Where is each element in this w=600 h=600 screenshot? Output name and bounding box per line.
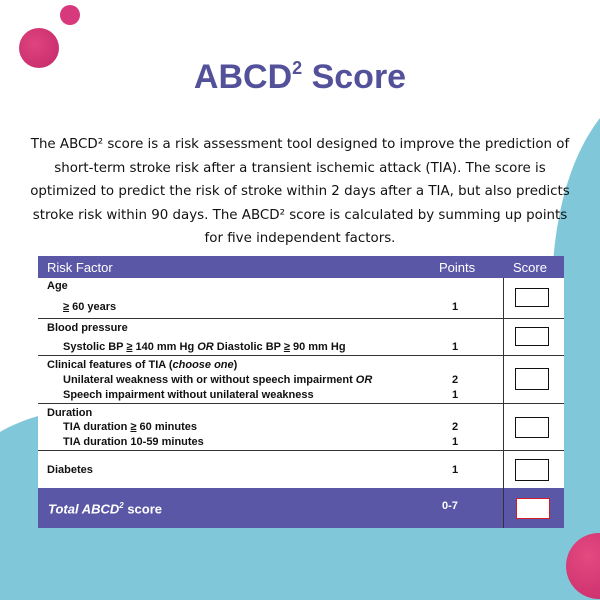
bp-label: Blood pressure bbox=[47, 322, 128, 334]
clinical-item-2: Speech impairment without unilateral weakness bbox=[63, 389, 314, 401]
bp-points: 1 bbox=[451, 341, 459, 353]
header-score: Score bbox=[513, 260, 547, 275]
row-blood-pressure bbox=[38, 318, 564, 355]
bp-score-cell bbox=[503, 319, 564, 355]
page-title: ABCD$^2$ Score bbox=[193, 58, 407, 96]
age-item: ≥ 60 years bbox=[63, 301, 117, 313]
row-diabetes bbox=[38, 450, 564, 488]
abcd2-score-table bbox=[38, 256, 564, 528]
header-risk-factor: Risk Factor bbox=[47, 260, 113, 275]
clinical-item-1: Unilateral weakness with or without speech impairment OR bbox=[63, 374, 373, 386]
diabetes-label: Diabetes bbox=[47, 464, 93, 476]
duration-label: Duration bbox=[47, 407, 93, 419]
age-score-box[interactable] bbox=[515, 288, 549, 307]
total-label: Total ABCD$^2$ score bbox=[48, 501, 163, 517]
clinical-points-2: 1 bbox=[451, 389, 459, 401]
age-label: Age bbox=[47, 280, 68, 292]
duration-item-1: TIA duration ≥ 60 minutes bbox=[63, 421, 197, 433]
clinical-label: Clinical features of TIA (choose one) bbox=[47, 359, 238, 371]
clinical-score-cell bbox=[503, 356, 564, 403]
duration-points-2: 1 bbox=[451, 436, 459, 448]
table-header bbox=[38, 256, 564, 278]
diabetes-score-box[interactable] bbox=[515, 459, 549, 481]
total-score-box[interactable] bbox=[516, 498, 550, 519]
duration-score-box[interactable] bbox=[515, 417, 549, 438]
decorative-dot-small bbox=[60, 5, 80, 25]
row-clinical-features bbox=[38, 355, 564, 403]
duration-score-cell bbox=[503, 404, 564, 450]
diabetes-score-cell bbox=[503, 451, 564, 488]
total-points: 0-7 bbox=[442, 500, 458, 512]
row-duration bbox=[38, 403, 564, 450]
age-points: 1 bbox=[451, 301, 459, 313]
duration-points-1: 2 bbox=[451, 421, 459, 433]
header-points: Points bbox=[439, 260, 476, 275]
total-score-cell bbox=[503, 488, 564, 528]
intro-paragraph: The ABCD² score is a risk assessment tool designed to improve the prediction of short-term stroke risk after a transient ischemic attack (TIA). The score is optimized to predict the risk of stroke within 2 days after a TIA, but also predicts stroke risk within 90 days. The ABCD² score is calculated by summing up points for five independent factors. bbox=[30, 137, 570, 246]
clinical-points-1: 2 bbox=[451, 374, 459, 386]
bp-item: Systolic BP ≥ 140 mm Hg OR Diastolic BP ≥ 90 mm Hg bbox=[63, 341, 346, 353]
duration-item-2: TIA duration 10-59 minutes bbox=[63, 436, 204, 448]
row-age bbox=[38, 278, 564, 318]
bp-score-box[interactable] bbox=[515, 327, 549, 346]
clinical-score-box[interactable] bbox=[515, 368, 549, 390]
age-score-cell bbox=[503, 278, 564, 318]
diabetes-points: 1 bbox=[451, 464, 459, 476]
total-row bbox=[38, 488, 564, 528]
